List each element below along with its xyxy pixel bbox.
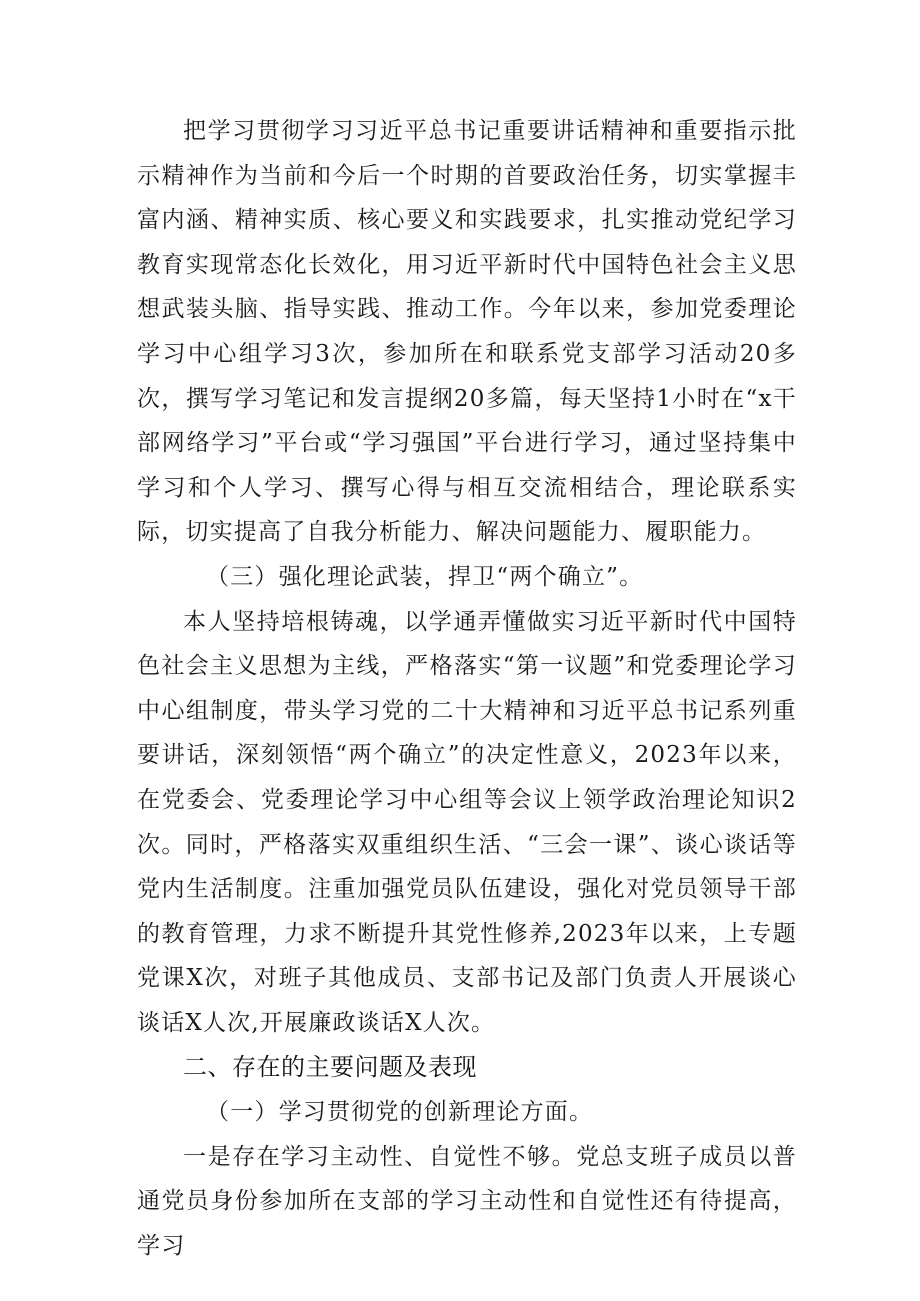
subheading-strengthen-theory: （三）强化理论武装，捍卫“两个确立”。 (206, 563, 644, 590)
document-body (137, 109, 797, 1268)
paragraph-learning-initiative: 一是存在学习主动性、自觉性不够。党总支班子成员以普通党员身份参加所在支部的学习主动性和自觉性还有待提高，学习 (137, 1143, 797, 1259)
paragraph-study-implementation: 把学习贯彻学习习近平总书记重要讲话精神和重要指示批示精神作为当前和今后一个时期的首要政治任务，切实掌握丰富内涵、精神实质、核心要义和实践要求，扎实推动党纪学习教育实现常态化长效化，用习近平新时代中国特色社会主义思想武装头脑、指导实践、推动工作。今年以来，参加党委理论学习中心组学习3次，参加所在和联系党支部学习活动20多次，撰写学习笔记和发言提纲20多篇，每天坚持1小时在“x干部网络学习”平台或“学习强国”平台进行学习，通过坚持集中学习和个人学习、撰写心得与相互交流相结合，理论联系实际，切实提高了自我分析能力、解决问题能力、履职能力。 (137, 118, 797, 546)
paragraph-personal-commitment: 本人坚持培根铸魂，以学通弄懂做实习近平新时代中国特色社会主义思想为主线，严格落实“第一议题”和党委理论学习中心组制度，带头学习党的二十大精神和习近平总书记系列重要讲话，深刻领悟“两个确立”的决定性意义，2023年以来，在党委会、党委理论学习中心组等会议上领学政治理论知识2次。同时，严格落实双重组织生活、“三会一课”、谈心谈话等党内生活制度。注重加强党员队伍建设，强化对党员领导干部的教育管理，力求不断提升其党性修养,2023年以来，上专题党课X次，对班子其他成员、支部书记及部门负责人开展谈心谈话X人次,开展廉政谈话X人次。 (137, 608, 797, 1036)
section-heading-main-problems: 二、存在的主要问题及表现 (183, 1053, 477, 1082)
subheading-innovative-theory: （一）学习贯彻党的创新理论方面。 (206, 1099, 594, 1126)
